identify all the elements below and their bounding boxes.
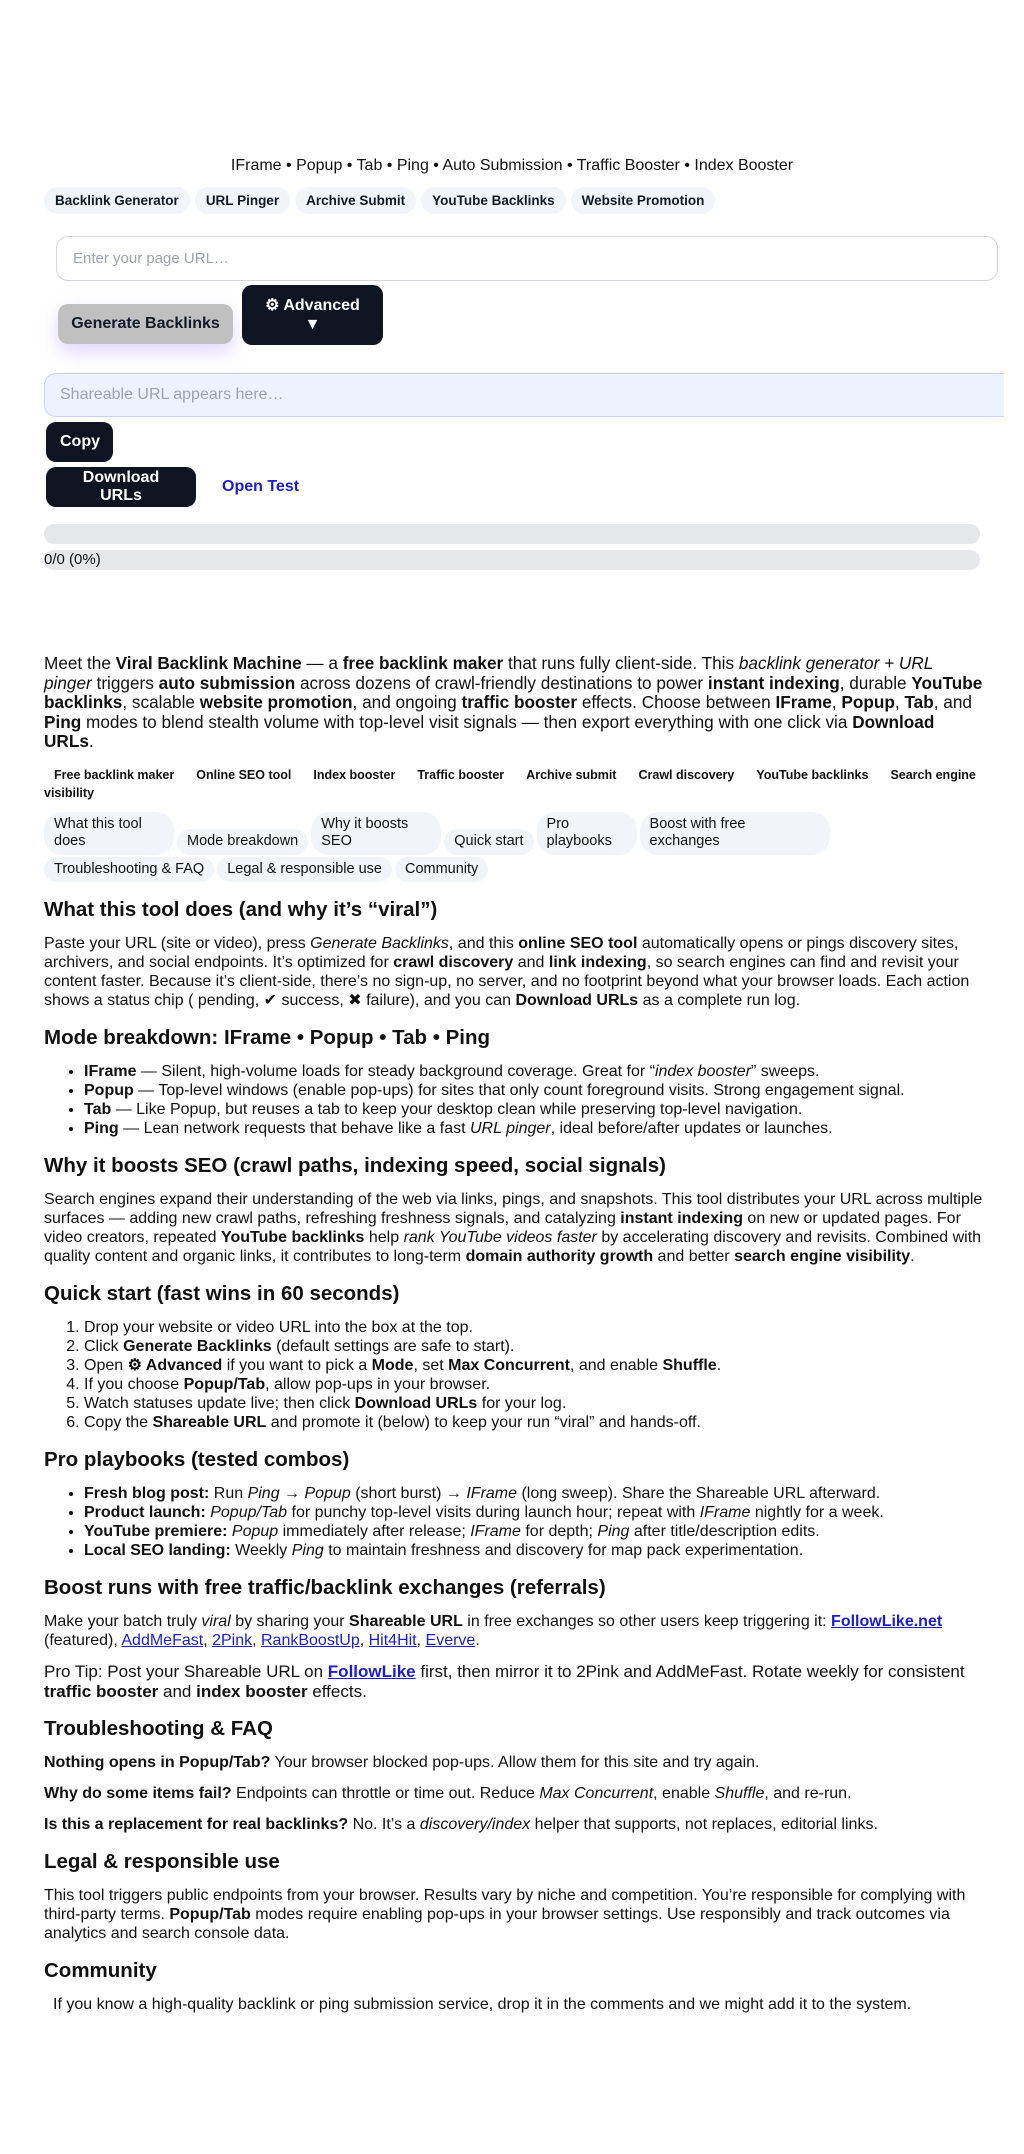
shareable-url-field[interactable]	[44, 373, 1004, 417]
rankboostup-link[interactable]: RankBoostUp	[261, 1632, 360, 1649]
keyword: Free backlink maker	[54, 767, 175, 782]
section-heading-playbooks: Pro playbooks (tested combos)	[44, 1448, 350, 1471]
tag-archive-submit: Archive Submit	[295, 187, 416, 214]
toc-link-exchanges[interactable]: Boost with free exchanges	[640, 812, 830, 855]
chevron-down-icon: ▼	[304, 316, 321, 333]
tag-list	[44, 187, 715, 214]
copy-button[interactable]: Copy	[46, 422, 113, 462]
faq-item: Is this a replacement for real backlinks? No. It’s a discovery/index helper that supports, not replaces, editorial links.	[44, 1816, 878, 1833]
feature-subtitle: IFrame • Popup • Tab • Ping • Auto Submission • Traffic Booster • Index Booster	[230, 157, 794, 174]
pro-tip: Pro Tip: Post your Shareable URL on FollowLike first, then mirror it to 2Pink and AddMeFast. Rotate weekly for consistent traffic booster and index booster effects.	[44, 1662, 965, 1701]
keyword: YouTube backlinks	[756, 767, 869, 782]
keyword: Online SEO tool	[196, 767, 292, 782]
progress-counter: 0/0 (0%)	[44, 551, 101, 568]
keyword: Traffic booster	[417, 767, 505, 782]
exchanges-paragraph: Make your batch truly viral by sharing your Shareable URL in free exchanges so other users keep triggering it: FollowLike.net (featured), AddMeFast, 2Pink, RankBoostUp, Hit4Hit, Everve.	[44, 1613, 943, 1649]
intro-paragraph: Meet the Viral Backlink Machine — a free backlink maker that runs fully client-side. This backlink generator + URL pinger triggers auto submission across dozens of crawl-friendly destinations to power instant indexing, durable YouTube backlinks, scalable website promotion, and ongoing traffic booster effects. Choose between IFrame, Popup, Tab, and Ping modes to blend stealth volume with top-level visit signals — then export everything with one click via Download URLs.	[44, 653, 983, 751]
keyword: Index booster	[313, 767, 396, 782]
quick-start-steps	[44, 1318, 984, 1432]
generate-backlinks-button[interactable]: Generate Backlinks	[58, 304, 233, 344]
section-heading-faq: Troubleshooting & FAQ	[44, 1717, 273, 1740]
2pink-link[interactable]: 2Pink	[212, 1632, 253, 1649]
advanced-toggle-button[interactable]	[242, 285, 383, 345]
step: 4. If you choose Popup/Tab, allow pop-ups in your browser.	[84, 1375, 984, 1394]
open-test-link[interactable]: Open Test	[222, 478, 300, 495]
toc-link-what[interactable]: What this tool does	[44, 812, 174, 855]
toc-link-faq[interactable]: Troubleshooting & FAQ	[44, 857, 214, 883]
progress-bar-secondary	[44, 550, 980, 570]
addmefast-link[interactable]: AddMeFast	[121, 1632, 204, 1649]
progress-bar-primary	[44, 524, 980, 544]
playbook-item: • Local SEO landing: Weekly Ping to maintain freshness and discovery for map pack experimentation.	[84, 1541, 984, 1560]
toc-link-quick-start[interactable]: Quick start	[444, 829, 533, 855]
tag-url-pinger: URL Pinger	[195, 187, 290, 214]
followlike-tip-link[interactable]: FollowLike	[327, 1662, 416, 1681]
toc-link-playbooks[interactable]: Pro playbooks	[537, 812, 637, 855]
article	[44, 654, 984, 2026]
followlike-link[interactable]: FollowLike.net	[831, 1613, 943, 1630]
toc-link-why[interactable]: Why it boosts SEO	[311, 812, 441, 855]
tag-website-promotion: Website Promotion	[571, 187, 716, 214]
playbook-item: • Product launch: Popup/Tab for punchy top-level visits during launch hour; repeat with IFrame nightly for a week.	[84, 1503, 984, 1522]
everve-link[interactable]: Everve	[425, 1632, 476, 1649]
keyword-list	[44, 766, 984, 802]
playbook-list	[44, 1484, 984, 1560]
legal-paragraph: This tool triggers public endpoints from your browser. Results vary by niche and competition. You’re responsible for complying with third-party terms. Popup/Tab modes require enabling pop-ups in your browser settings. Use responsibly and track outcomes via analytics and search console data.	[44, 1887, 966, 1942]
mode-item-iframe: • IFrame — Silent, high-volume loads for steady background coverage. Great for “index booster” sweeps.	[84, 1062, 984, 1081]
tag-backlink-generator: Backlink Generator	[44, 187, 190, 214]
step: 2. Click Generate Backlinks (default settings are safe to start).	[84, 1337, 984, 1356]
section-heading-community: Community	[44, 1959, 157, 1982]
tag-youtube-backlinks: YouTube Backlinks	[421, 187, 566, 214]
page-url-input[interactable]	[56, 236, 998, 281]
step: 6. Copy the Shareable URL and promote it (below) to keep your run “viral” and hands-off.	[84, 1413, 984, 1432]
mode-item-popup: • Popup — Top-level windows (enable pop-ups) for sites that only count foreground visits. Strong engagement signal.	[84, 1081, 984, 1100]
section-heading-what: What this tool does (and why it’s “viral”)	[44, 898, 438, 921]
section-heading-quick-start: Quick start (fast wins in 60 seconds)	[44, 1282, 400, 1305]
what-paragraph: Paste your URL (site or video), press Generate Backlinks, and this online SEO tool automatically opens or pings discovery sites, archivers, and social endpoints. It’s optimized for crawl discovery and link indexing, so search engines can find and revisit your content faster. Because it’s client-side, there’s no sign-up, no server, and no footprint beyond what your browser loads. Each action shows a status chip ( pending, ✔ success, ✖ failure), and you can Download URLs as a complete run log.	[44, 935, 970, 1009]
hit4hit-link[interactable]: Hit4Hit	[368, 1632, 417, 1649]
advanced-label: ⚙ Advanced	[265, 297, 360, 314]
step: 1. Drop your website or video URL into the box at the top.	[84, 1318, 984, 1337]
section-heading-modes: Mode breakdown: IFrame • Popup • Tab • Ping	[44, 1026, 490, 1049]
mode-item-tab: • Tab — Like Popup, but reuses a tab to keep your desktop clean while preserving top-level navigation.	[84, 1100, 984, 1119]
why-paragraph: Search engines expand their understanding of the web via links, pings, and snapshots. This tool distributes your URL across multiple surfaces — adding new crawl paths, refreshing freshness signals, and catalyzing instant indexing on new or updated pages. For video creators, repeated YouTube backlinks help rank YouTube videos faster by accelerating discovery and revisits. Combined with quality content and organic links, it contributes to long-term domain authority growth and better search engine visibility.	[44, 1191, 983, 1265]
section-heading-exchanges: Boost runs with free traffic/backlink exchanges (referrals)	[44, 1576, 606, 1599]
section-heading-legal: Legal & responsible use	[44, 1850, 280, 1873]
keyword: Crawl discovery	[638, 767, 735, 782]
faq-item: Why do some items fail? Endpoints can throttle or time out. Reduce Max Concurrent, enable Shuffle, and re-run.	[44, 1785, 852, 1802]
mode-list	[44, 1062, 984, 1138]
table-of-contents	[44, 812, 944, 883]
keyword: Search engine visibility	[44, 767, 976, 800]
toc-link-legal[interactable]: Legal & responsible use	[217, 857, 392, 883]
playbook-item: • YouTube premiere: Popup immediately after release; IFrame for depth; Ping after title/description edits.	[84, 1522, 984, 1541]
section-heading-why: Why it boosts SEO (crawl paths, indexing speed, social signals)	[44, 1154, 666, 1177]
step: 5. Watch statuses update live; then click Download URLs for your log.	[84, 1394, 984, 1413]
download-urls-button[interactable]: Download URLs	[46, 467, 196, 507]
community-paragraph: If you know a high-quality backlink or ping submission service, drop it in the comments and we might add it to the system.	[53, 1996, 912, 2013]
step: 3. Open ⚙ Advanced if you want to pick a Mode, set Max Concurrent, and enable Shuffle.	[84, 1356, 984, 1375]
keyword: Archive submit	[526, 767, 617, 782]
playbook-item: • Fresh blog post: Run Ping → Popup (short burst) → IFrame (long sweep). Share the Shareable URL afterward.	[84, 1484, 984, 1503]
mode-item-ping: • Ping — Lean network requests that behave like a fast URL pinger, ideal before/after updates or launches.	[84, 1119, 984, 1138]
faq-item: Nothing opens in Popup/Tab? Your browser blocked pop-ups. Allow them for this site and try again.	[44, 1754, 760, 1771]
toc-link-community[interactable]: Community	[395, 857, 488, 883]
toc-link-modes[interactable]: Mode breakdown	[177, 829, 308, 855]
